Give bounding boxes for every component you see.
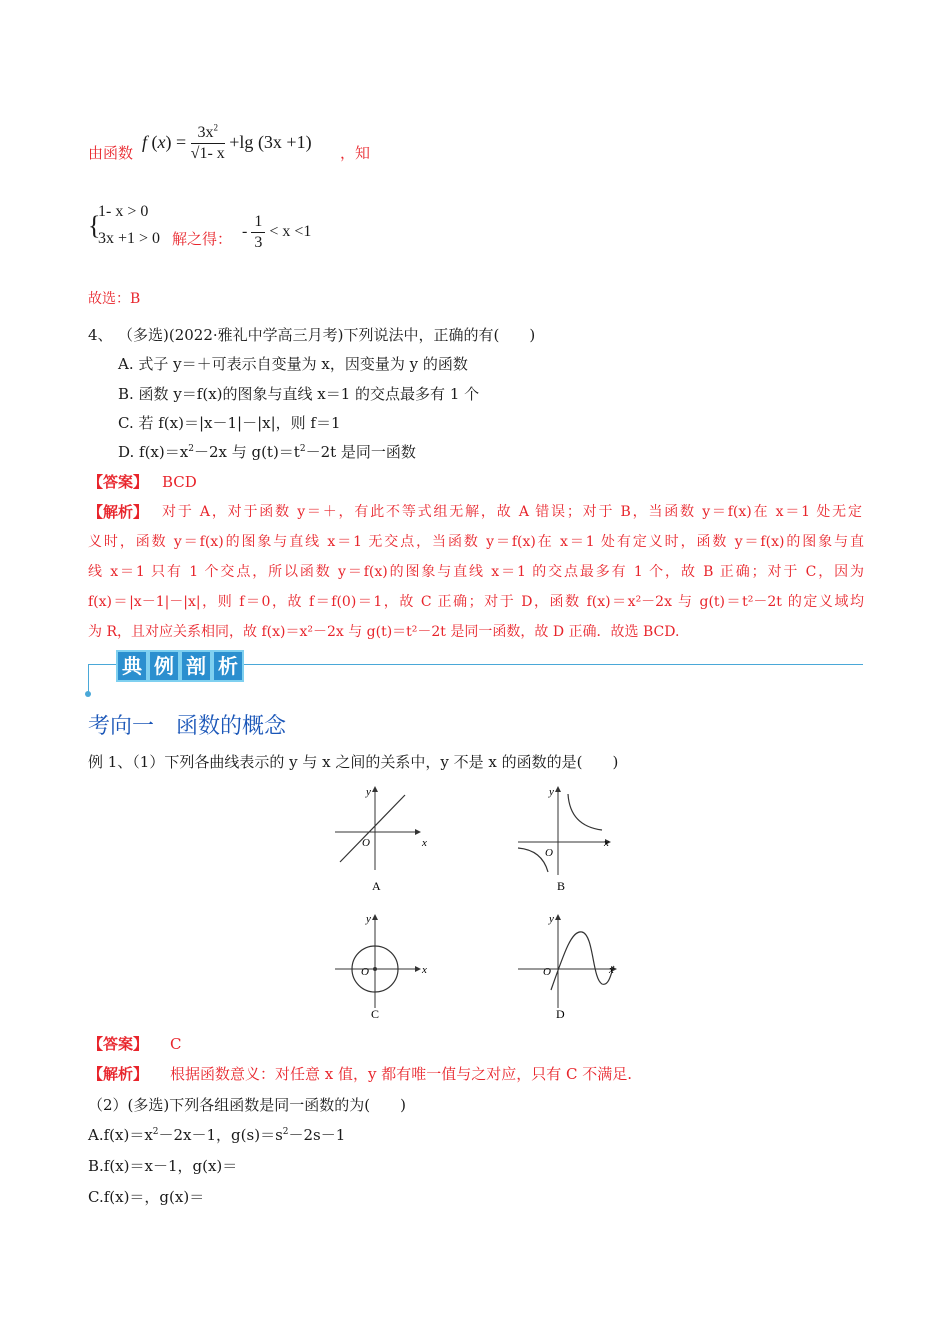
graph-c [335, 913, 427, 1021]
q4-analysis-line-2: 义时，函数 y＝f(x)的图象与直线 x＝1 无交点，当函数 y＝f(x)在 x＝1 处有定义时，函数 y＝f(x)的图象与直 [88, 534, 864, 550]
q4-analysis-label: 【解析】 [88, 503, 149, 521]
banner-char-1: 典 [116, 650, 148, 682]
q4-option-c: C. 若 f(x)＝|x－1|－|x|，则 f＝1 [118, 414, 341, 432]
function-formula: f (x) = $\frac{3x^2}{√1- x}$ +lg (3x +1) [142, 123, 312, 163]
graph-a-origin: O [362, 837, 370, 849]
graph-b-curve-left [518, 848, 548, 872]
graph-d-y-label: y [549, 913, 554, 925]
graph-a-x-label: x [422, 837, 427, 849]
q4-d-exp1: 2 [188, 444, 194, 454]
graph-d-origin: O [543, 966, 551, 978]
graph-b-curve-right [568, 794, 602, 830]
q4-answer-label: 【答案】 [88, 473, 149, 491]
given-prefix: 由函数 [88, 144, 134, 162]
banner-char-2: 例 [148, 650, 180, 682]
graph-c-y-label: y [366, 913, 371, 925]
f-label: f [142, 132, 148, 152]
part2-a-exp1: 2 [152, 1127, 159, 1137]
q4-number: 4、 [88, 326, 113, 344]
graphs-figure [320, 780, 640, 1030]
example1-analysis-text: 根据函数意义：对任意 x 值，y 都有唯一值与之对应，只有 C 不满足. [170, 1065, 633, 1083]
q4-analysis-line-1: 对于 A，对于函数 y＝＋，有此不等式组无解，故 A 错误；对于 B，当函数 y＝f(x)在 x＝1 处无定 [162, 504, 862, 520]
know-text: ，知 [340, 144, 371, 162]
plus-lg: +lg [229, 132, 254, 152]
example1-answer-value: C [170, 1035, 182, 1053]
part2-a-mid: －2x－1，g(s)＝s [158, 1126, 283, 1144]
denominator: √1- x [190, 145, 225, 163]
q4-option-a: A. 式子 y＝＋可表示自变量为 x，因变量为 y 的函数 [118, 355, 468, 373]
range-result [242, 210, 311, 254]
lg-argument: (3x +1) [257, 132, 312, 152]
q4-analysis-line-5: 为 R，且对应关系相同，故 f(x)＝x²－2x 与 g(t)＝t²－2t 是同一函数，故 D 正确．故选 BCD. [88, 624, 680, 640]
graph-c-origin: O [361, 966, 369, 978]
graph-c-x-label: x [422, 964, 427, 976]
graph-b-label: B [557, 879, 566, 893]
graph-d [518, 913, 616, 1021]
q4-option-b: B. 函数 y＝f(x)的图象与直线 x＝1 的交点最多有 1 个 [118, 385, 480, 403]
graph-d-label: D [556, 1007, 565, 1021]
example1-part2-stem: （2）(多选)下列各组函数是同一函数的为( ) [88, 1096, 406, 1114]
solve-label: 解之得： [172, 230, 233, 248]
numerator: 3x [197, 124, 214, 142]
range-minus: - [242, 223, 248, 240]
example1-analysis-label: 【解析】 [88, 1065, 149, 1083]
q4-analysis-line-4: f(x)＝|x－1|－|x|，则 f＝0，故 f＝f(0)＝1，故 C 正确；对于 D，函数 f(x)＝x²－2x 与 g(t)＝t²－2t 的定义域均 [88, 594, 864, 610]
example1-part2-c: C.f(x)＝，g(x)＝ [88, 1188, 205, 1206]
part2-a-exp2: 2 [282, 1127, 289, 1137]
example1-stem: 例 1、（1）下列各曲线表示的 y 与 x 之间的关系中，y 不是 x 的函数的是( ) [88, 753, 619, 771]
range-fraction [251, 212, 265, 253]
example1-part2-b: B.f(x)＝x－1，g(x)＝ [88, 1157, 238, 1175]
q4-stem: （多选)(2022·雅礼中学高三月考)下列说法中，正确的有( ) [118, 326, 536, 344]
q4-d-exp2: 2 [299, 444, 306, 454]
graph-c-label: C [371, 1007, 380, 1021]
graph-b-origin: O [545, 847, 553, 859]
graph-a-line [340, 795, 405, 862]
system-brace: { [88, 211, 101, 240]
graph-a-label: A [372, 879, 381, 893]
q4-d-pre: D. f(x)＝x [118, 443, 189, 461]
graph-b [518, 786, 610, 893]
part2-a-pre: A.f(x)＝x [88, 1126, 153, 1144]
example1-part2-a [88, 1125, 345, 1145]
graph-a [335, 786, 427, 893]
graph-d-curve [551, 932, 614, 990]
graph-b-x-label: x [604, 837, 609, 849]
q4-option-d [118, 442, 416, 462]
q4-d-mid: －2x 与 g(t)＝t [193, 443, 300, 461]
graph-a-y-label: y [366, 786, 371, 798]
equals-sign: = [176, 132, 187, 152]
fraction [191, 123, 225, 164]
graph-d-x-label: x [609, 964, 614, 976]
part2-a-post: －2s－1 [288, 1126, 346, 1144]
q4-answer-value: BCD [162, 473, 197, 491]
condition-2: 3x +1 > 0 [98, 230, 161, 247]
banner-vertical [88, 664, 89, 694]
numerator-exponent: 2 [213, 123, 218, 134]
condition-1: 1- x > 0 [98, 203, 149, 220]
range-rest: < x <1 [269, 223, 312, 240]
x-var: x [157, 132, 166, 152]
choose-text: 故选：B [88, 291, 141, 307]
graph-b-y-label: y [549, 786, 554, 798]
banner-char-3: 剖 [180, 650, 212, 682]
banner-dot [85, 691, 91, 697]
q4-d-post: －2t 是同一函数 [305, 443, 416, 461]
banner-char-4: 析 [212, 650, 244, 682]
section-title: 考向一 函数的概念 [88, 714, 287, 739]
q4-analysis-line-3: 线 x＝1 只有 1 个交点，所以函数 y＝f(x)的图象与直线 x＝1 的交点最多有 1 个，故 B 正确；对于 C，因为 [88, 564, 864, 580]
example1-answer-label: 【答案】 [88, 1035, 149, 1053]
range-numerator: 1 [251, 212, 265, 233]
range-denominator: 3 [254, 233, 263, 251]
